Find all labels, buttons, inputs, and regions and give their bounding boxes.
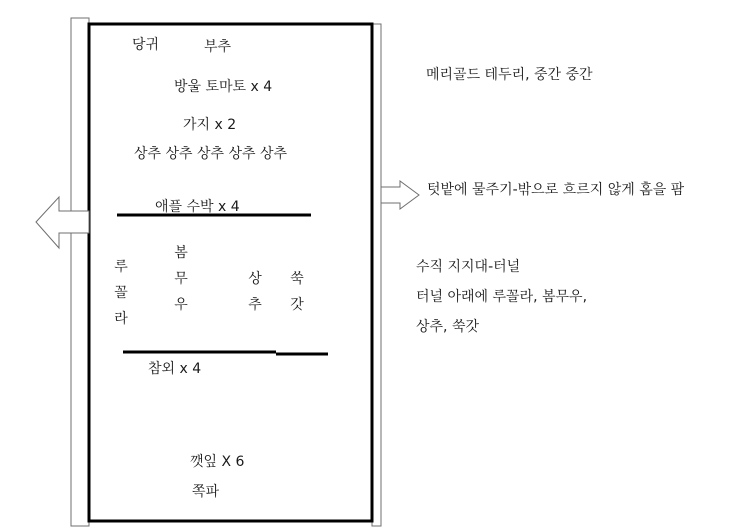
note-watering-groove: 텃밭에 물주기-밖으로 흐르지 않게 홈을 팜 <box>427 182 685 198</box>
arugula-letter: 라 <box>114 311 128 327</box>
crop-lettuce-column <box>246 266 264 318</box>
crop-lettuce-row: 상추 상추 상추 상추 상추 <box>134 146 288 162</box>
crop-chives: 부추 <box>204 39 232 55</box>
crop-eggplant: 가지 x 2 <box>183 117 237 133</box>
lettuce-letter: 상 <box>248 271 262 287</box>
crown-daisy-letter: 갓 <box>290 297 304 313</box>
crop-arugula-column <box>112 254 130 332</box>
crop-scallion: 쪽파 <box>192 484 220 500</box>
radish-letter: 무 <box>174 271 188 287</box>
arugula-letter: 꼴 <box>114 285 128 301</box>
crop-perilla: 깻잎 X 6 <box>190 454 245 470</box>
crop-oriental-melon: 참외 x 4 <box>148 361 202 377</box>
arrow-right-icon <box>381 181 419 209</box>
note-marigold-border: 메리골드 테두리, 중간 중간 <box>426 67 593 83</box>
note-trellis-line-2: 터널 아래에 루꼴라, 봄무우, <box>416 289 588 305</box>
crop-crown-daisy-column <box>288 266 306 318</box>
garden-bed-outline <box>89 24 372 521</box>
radish-letter: 봄 <box>174 245 188 261</box>
note-trellis-line-1: 수직 지지대-터널 <box>416 259 521 275</box>
lettuce-letter: 추 <box>248 297 262 313</box>
crop-angelica: 당귀 <box>132 37 160 53</box>
arugula-letter: 루 <box>114 259 128 275</box>
crown-daisy-letter: 쑥 <box>290 271 304 287</box>
radish-letter: 우 <box>174 297 188 313</box>
crop-spring-radish-column <box>172 240 190 318</box>
note-trellis-line-3: 상추, 쑥갓 <box>416 319 479 335</box>
crop-cherry-tomato: 방울 토마토 x 4 <box>174 79 273 95</box>
left-post <box>71 18 89 526</box>
crop-apple-watermelon: 애플 수박 x 4 <box>155 199 240 215</box>
